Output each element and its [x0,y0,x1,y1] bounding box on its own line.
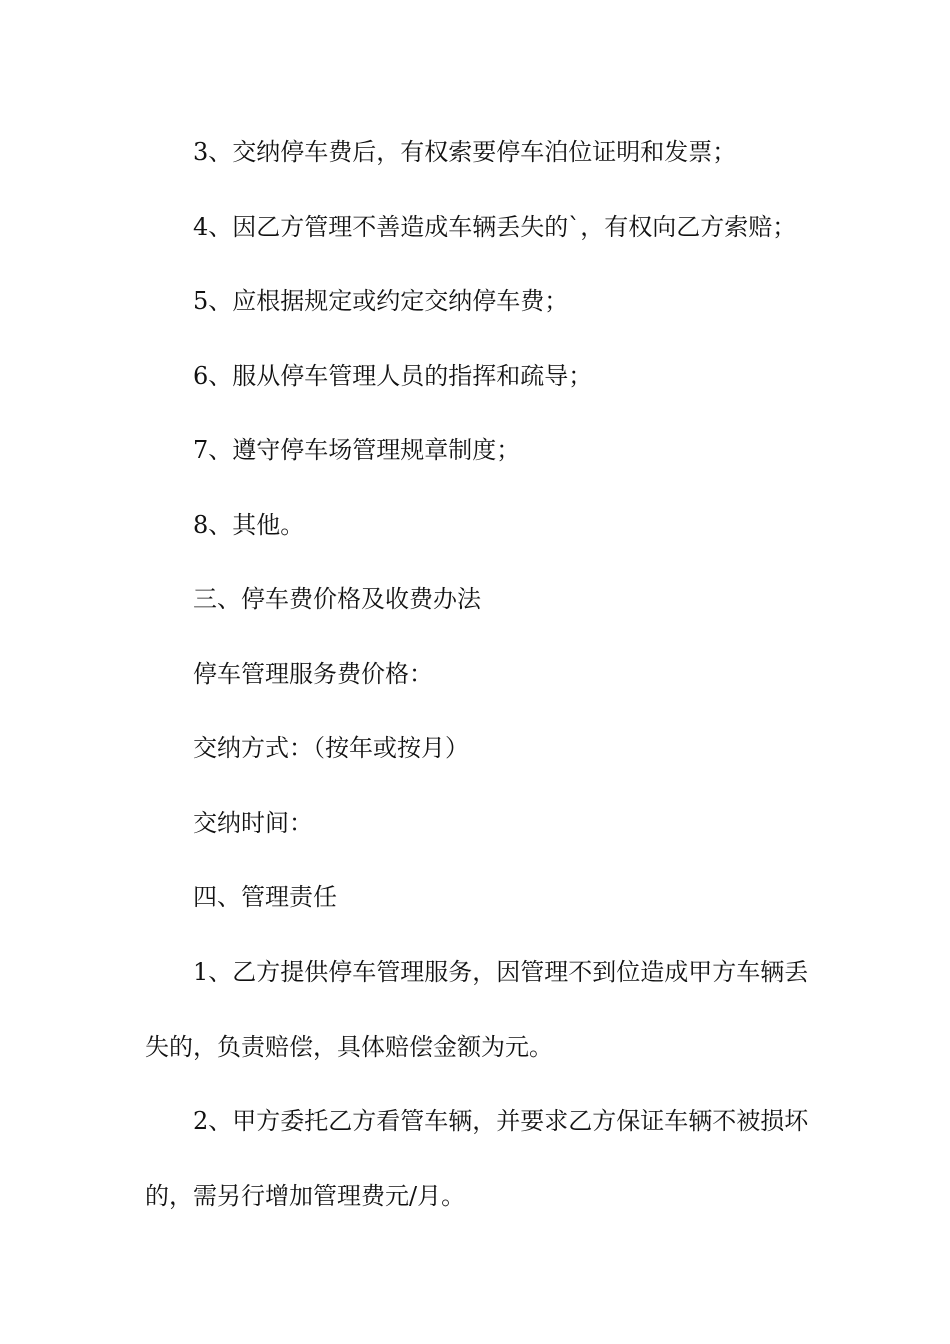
section-heading-responsibility: 四、管理责任 [193,883,337,911]
payment-method-line: 交纳方式：（按年或按月） [193,734,469,762]
responsibility-clause-2: 2、甲方委托乙方看管车辆，并要求乙方保证车辆不被损坏的，需另行增加管理费元/月。 [145,1107,809,1210]
clause-6: 6、服从停车管理人员的指挥和疏导； [193,362,593,390]
responsibility-clause-1: 1、乙方提供停车管理服务，因管理不到位造成甲方车辆丢失的，负责赔偿，具体赔偿金额为元。 [145,958,809,1061]
payment-time-line: 交纳时间： [193,809,313,837]
clause-5: 5、应根据规定或约定交纳停车费； [193,287,569,315]
section-heading-fees: 三、停车费价格及收费办法 [193,585,481,613]
clause-8: 8、其他。 [193,511,305,539]
clause-4: 4、因乙方管理不善造成车辆丢失的`，有权向乙方索赔； [193,213,797,241]
clause-3: 3、交纳停车费后，有权索要停车泊位证明和发票； [193,138,737,166]
fee-price-line: 停车管理服务费价格： [193,660,433,688]
clause-7: 7、遵守停车场管理规章制度； [193,436,521,464]
